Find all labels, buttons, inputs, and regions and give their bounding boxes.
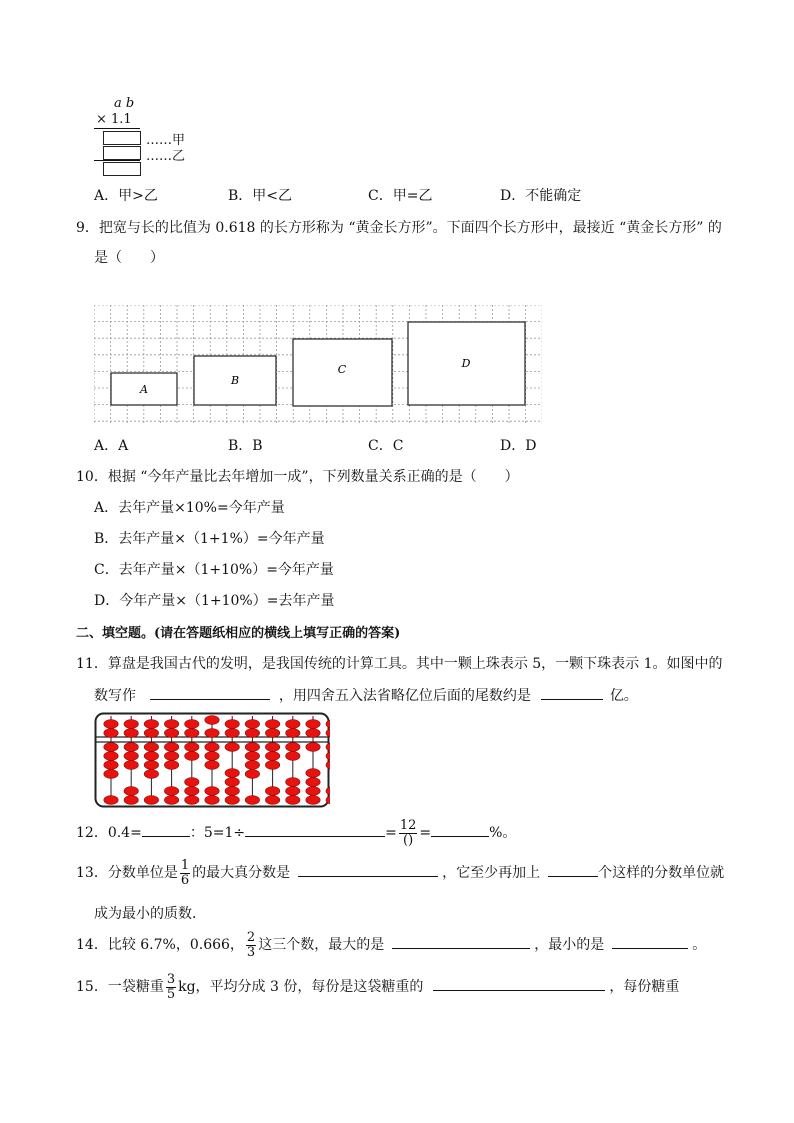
abacus-lower-bead [164,787,178,796]
q12-text-e: %。 [489,825,517,841]
abacus-lower-bead [104,796,118,805]
q9-option-b[interactable]: B．B [228,438,263,454]
q12-text-d: = [419,825,432,841]
abacus-upper-bead [265,720,279,729]
q12-text-c: = [385,825,397,841]
abacus-lower-bead [164,796,178,805]
q14-blank-min[interactable] [612,934,688,949]
abacus-lower-bead [164,752,178,761]
abacus-lower-bead [245,796,259,805]
abacus-lower-bead [185,787,199,796]
abacus-lower-bead [185,752,199,761]
abacus-lower-bead [286,752,300,761]
abacus-upper-bead [164,729,178,738]
q14-blank-max[interactable] [392,934,530,949]
abacus-upper-bead [144,729,158,738]
q9-option-d[interactable]: D．D [500,438,537,454]
q8-figure-box1 [103,131,141,145]
abacus-lower-bead [225,796,239,805]
q14-line [76,930,706,960]
q8-figure-line1 [94,128,140,129]
q10-option-c[interactable]: C．去年产量×（1+10%）=今年产量 [94,562,334,578]
q11-blank-approx[interactable] [541,685,603,700]
abacus-lower-bead [205,752,219,761]
abacus-lower-bead [144,796,158,805]
abacus-figure [94,712,330,808]
q10-option-b[interactable]: B．去年产量×（1+1%）=今年产量 [94,531,325,547]
q14-frac-den: 3 [246,944,256,960]
abacus-lower-bead [124,743,138,752]
abacus-upper-bead [306,729,320,738]
q12-frac-den[interactable]: () [403,832,414,848]
q8-figure-jia: ……甲 [146,133,186,148]
abacus-upper-bead [306,720,320,729]
q15-text-b: kg，平均分成 3 份，每份是这袋糖重的 [178,979,424,995]
q8-option-a[interactable]: A．甲>乙 [94,188,158,204]
abacus-lower-bead [306,787,320,796]
q11-stem-line1: 11．算盘是我国古代的发明，是我国传统的计算工具。其中一颗上珠表示 5，一颗下珠表示 1。如图中的 [76,656,723,672]
q13-blank-1[interactable] [298,862,438,877]
abacus-lower-bead [124,761,138,770]
abacus-lower-bead [225,787,239,796]
section2-title: 二、填空题。(请在答题纸相应的横线上填写正确的答案) [76,626,401,641]
q13-text-c: ，它至少再加上 [442,865,541,881]
q9-stem-line1: 9．把宽与长的比值为 0.618 的长方形称为 “黄金长方形”。下面四个长方形中，最接近 “黄金长方形” 的 [76,220,722,236]
abacus-lower-bead [265,796,279,805]
q11-blank-number[interactable] [150,685,270,700]
abacus-lower-bead [185,796,199,805]
abacus-lower-bead [286,796,300,805]
abacus-lower-bead [265,761,279,770]
abacus-lower-bead [185,778,199,787]
abacus-lower-bead [144,752,158,761]
q10-stem: 10．根据 “今年产量比去年增加一成”，下列数量关系正确的是（ ） [76,469,519,485]
q12-blank-1[interactable] [142,822,190,837]
abacus-lower-bead [205,787,219,796]
q11-text-b: ，用四舍五入法省略亿位后面的尾数约是 [278,688,531,704]
q13-text-b: 的最大真分数是 [192,865,291,881]
q13-fraction [180,859,190,888]
q9-grid-figure [94,305,542,423]
q12-text-b: ：5=1÷ [189,825,246,841]
q9-rect-label-b: B [230,374,240,387]
q9-rect-label-a: A [140,383,148,396]
q8-figure-mult: × 1.1 [96,112,132,127]
q9-rect-label-d: D [461,357,471,370]
q13-blank-2[interactable] [548,862,598,877]
q13-text-a: 13．分数单位是 [76,865,178,881]
abacus-upper-bead [286,729,300,738]
abacus-lower-bead [306,769,320,778]
abacus-lower-bead [245,743,259,752]
abacus-upper-bead [124,720,138,729]
q13-line2: 成为最小的质数． [94,906,206,922]
q15-fraction [166,973,176,1002]
abacus-lower-bead [124,752,138,761]
q14-text-c: ，最小的是 [534,937,605,953]
q15-text-a: 15．一袋糖重 [76,979,164,995]
q13-text-d: 个这样的分数单位就 [598,865,725,881]
abacus-lower-bead [225,769,239,778]
abacus-upper-bead [265,729,279,738]
q8-figure-box3 [103,162,141,176]
abacus-upper-bead [104,720,118,729]
abacus-upper-bead [205,716,219,725]
q8-option-d[interactable]: D．不能确定 [500,188,582,204]
abacus-upper-bead [245,729,259,738]
q12-frac-num: 12 [399,817,417,833]
q13-frac-num: 1 [180,857,190,873]
abacus-lower-bead [124,796,138,805]
q11-stem-line2 [94,685,638,705]
abacus-upper-bead [124,729,138,738]
q11-text-c: 亿。 [609,688,638,704]
abacus-lower-bead [205,761,219,770]
q14-fraction [246,931,256,960]
abacus-lower-bead [286,778,300,787]
q8-option-c[interactable]: C．甲=乙 [368,188,433,204]
q9-option-a[interactable]: A．A [94,438,129,454]
q15-frac-den: 5 [166,986,176,1002]
abacus-upper-bead [164,720,178,729]
q10-option-a[interactable]: A．去年产量×10%=今年产量 [94,500,285,516]
abacus-upper-bead [225,729,239,738]
abacus-lower-bead [205,796,219,805]
q9-rect-label-c: C [337,363,347,376]
q8-option-b[interactable]: B．甲<乙 [228,188,293,204]
q8-figure-ab: a b [114,96,135,111]
q11-text-a: 数写作 [94,688,136,704]
q9-stem-line2: 是（ ） [94,250,164,266]
q14-frac-num: 2 [246,929,256,945]
abacus-lower-bead [164,743,178,752]
q13-line1 [76,858,724,888]
q15-frac-num: 3 [166,971,176,987]
abacus-lower-bead [104,761,118,770]
q8-figure-box2 [103,146,141,160]
abacus-lower-bead [225,743,239,752]
q14-text-d: 。 [692,937,707,953]
q8-figure-yi: ……乙 [146,149,186,164]
abacus-lower-bead [185,743,199,752]
abacus-lower-bead [104,770,118,779]
q12-blank-3[interactable] [431,822,489,837]
q10-option-d[interactable]: D．今年产量×（1+10%）=去年产量 [94,593,335,609]
q15-text-c: ，每份糖重 [609,979,680,995]
q12-num: 12． [76,825,108,841]
abacus-lower-bead [104,743,118,752]
q12-line [76,818,516,848]
abacus-upper-bead [245,720,259,729]
abacus-lower-bead [205,743,219,752]
abacus-upper-bead [185,720,199,729]
abacus-lower-bead [164,761,178,770]
q15-blank-fraction[interactable] [433,976,605,991]
q12-text-a: 0.4= [107,825,142,841]
abacus-upper-bead [144,720,158,729]
abacus-lower-bead [124,787,138,796]
q13-frac-den: 6 [180,872,190,888]
abacus-lower-bead [245,752,259,761]
q14-text-b: 这三个数，最大的是 [258,937,385,953]
q8-figure-line2 [94,160,140,161]
abacus-lower-bead [144,743,158,752]
abacus-lower-bead [104,752,118,761]
abacus-lower-bead [306,796,320,805]
abacus-upper-bead [286,720,300,729]
abacus-lower-bead [245,770,259,779]
q14-text-a: 14．比较 6.7%，0.666， [76,937,244,953]
abacus-lower-bead [265,752,279,761]
abacus-lower-bead [286,787,300,796]
abacus-upper-bead [104,729,118,738]
q15-line [76,972,679,1002]
abacus-lower-bead [265,743,279,752]
abacus-lower-bead [306,743,320,752]
abacus-lower-bead [306,778,320,787]
abacus-lower-bead [144,761,158,770]
abacus-upper-bead [225,720,239,729]
q12-blank-2[interactable] [245,822,385,837]
abacus-lower-bead [286,743,300,752]
abacus-upper-bead [185,729,199,738]
abacus-lower-bead [225,778,239,787]
abacus-lower-bead [144,770,158,779]
abacus-lower-bead [265,787,279,796]
abacus-lower-bead [245,761,259,770]
q12-fraction [399,819,418,848]
q9-option-c[interactable]: C．C [368,438,404,454]
abacus-upper-bead [205,729,219,738]
